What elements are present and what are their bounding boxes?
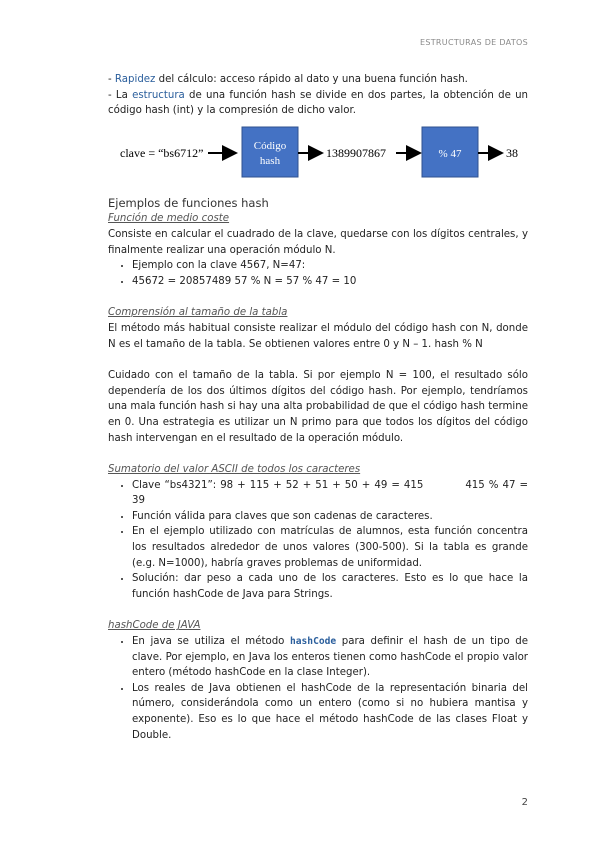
list-item [132,478,528,509]
examples-heading: Ejemplos de funciones hash [108,195,269,210]
compresion-warning: Cuidado con el tamaño de la tabla. Si por ejemplo N = 100, el resultado sólo dependería de los dos últimos dígitos del código hash. Por ejemplo, tendríamos una mala función hash si hay una alta probabilidad de que el código hash termine en 0. Una estrategia es utilizar un N primo para que todos los dígitos del código hash intervengan en el resultado de la operación módulo. [108,370,528,444]
page-number: 2 [521,797,528,808]
list-item: • En el ejemplo utilizado con matrículas de alumnos, esta función concentra los resultados alrededor de unos valores (300-500). Si la tabla es grande (e.g. N=1000), habría graves problemas de uniformidad. [132,524,528,571]
term-estructura: estructura [132,89,185,101]
hash-diagram [108,123,528,183]
ascii-example-result: 415 % 47 = 39 [132,479,528,507]
hash-diagram-svg [108,123,528,183]
intro-line-1 [108,72,528,88]
ascii-heading: Sumatorio del valor ASCII de todos los caracteres [108,464,361,476]
list-item: • Ejemplo con la clave 4567, N=47: [132,258,528,274]
hashcode-code: hashCode [289,636,337,648]
list-item [132,634,528,681]
modulo-box-label: % 47 [438,147,462,160]
intro-line-2-text: de una función hash se divide en dos partes, la obtención de un código hash (int) y la compresión de dicho valor. [108,89,528,117]
dash: - [108,74,115,85]
page-content [108,72,528,743]
term-rapidez: Rapidez [114,74,156,85]
medio-coste-heading: Función de medio coste [108,213,230,225]
list-item: • Solución: dar peso a cada uno de los caracteres. Esto es lo que hace la función hashCode de Java para Strings. [132,571,528,602]
diagram-output-value: 38 [506,145,518,160]
diagram-input-label: clave = “bs6712” [120,145,204,160]
compresion-text: El método más habitual consiste realizar el módulo del código hash con N, donde N es el tamaño de la tabla. Se obtienen valores entre 0 y N – 1. hash % N [108,322,528,350]
hash-box-label-2: hash [259,154,281,167]
java-b1-pre: En java se utiliza el método [132,636,290,648]
hash-box-label-1: Código [253,139,287,152]
java-list [108,634,528,743]
medio-coste-text: Consiste en calcular el cuadrado de la clave, quedarse con los dígitos centrales, y finalmente realizar una operación módulo N. [108,228,528,256]
dash: - La [108,89,133,101]
list-item: • Los reales de Java obtienen el hashCode de la representación binaria del número, considerándola como un entero (como si no hubiera mantisa y exponente). Eso es lo que hace el método hashCode de las clases Float y Double. [132,681,528,743]
list-item: • 45672 = 20857489 57 % N = 57 % 47 = 10 [132,274,528,290]
intro-line-2 [108,88,528,119]
medio-coste-list [108,258,528,289]
list-item: • Función válida para claves que son cadenas de caracteres. [132,509,528,525]
ascii-list [108,478,528,603]
intro-line-1-text: del cálculo: acceso rápido al dato y una buena función hash. [155,74,468,85]
hash-code-box [242,127,298,177]
java-heading: hashCode de JAVA [108,620,201,632]
compresion-heading: Comprensión al tamaño de la tabla [108,307,288,319]
ascii-example: Clave “bs4321”: 98 + 115 + 52 + 51 + 50 + 49 = 415 [132,479,424,491]
page-header: ESTRUCTURAS DE DATOS [420,38,528,47]
diagram-middle-value: 1389907867 [326,145,386,160]
java-b1-post: para definir el hash de un tipo de clave. Por ejemplo, en Java los enteros tienen como hashCode el propio valor entero (método hashCode en la clase Integer). [132,636,528,679]
